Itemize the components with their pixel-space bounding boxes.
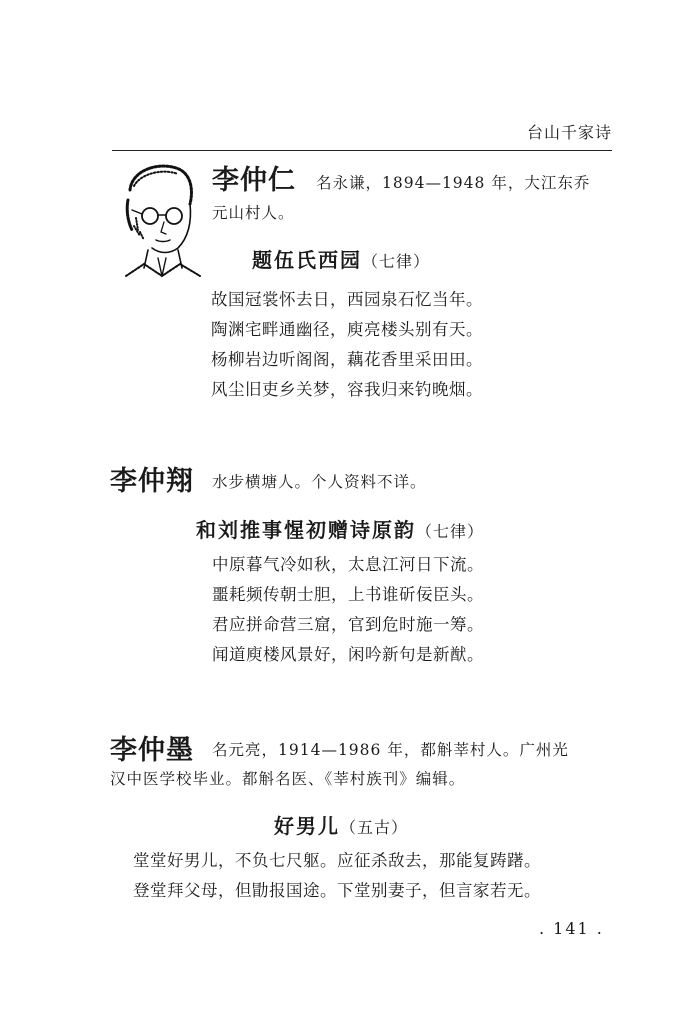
poem-line: 噩耗频传朝士胆，上书谁斫佞臣头。 <box>212 585 484 604</box>
author-name: 李仲墨 <box>110 735 194 766</box>
author-name: 李仲翔 <box>110 466 194 497</box>
poem-title: 好男儿 <box>274 814 340 838</box>
poem-line: 登堂拜父母，但勖报国途。下堂别妻子，但言家若无。 <box>133 881 541 900</box>
poem-line: 故国冠裳怀去日，西园泉石忆当年。 <box>211 290 483 309</box>
poem-heading <box>252 244 430 273</box>
poem-heading <box>274 810 408 839</box>
author-bio: 水步横塘人。个人资料不详。 <box>212 473 427 491</box>
poem-body <box>133 846 541 906</box>
poem-title: 和刘推事惺初赠诗原韵 <box>196 518 416 542</box>
author-bio: 名元亮，1914—1986 年，都斛莘村人。广州光 <box>212 741 569 759</box>
page-number: . 141 . <box>539 919 604 938</box>
poem-line: 陶渊宅畔通幽径，庾亮楼头别有天。 <box>211 320 483 339</box>
header-rule <box>112 150 612 151</box>
author-name: 李仲仁 <box>212 165 296 196</box>
poem-form: （七律） <box>362 252 431 271</box>
poem-line: 中原暮气冷如秋，太息江河日下流。 <box>212 555 484 574</box>
running-header: 台山千家诗 <box>526 123 612 142</box>
author-bio-continued: 元山村人。 <box>212 204 295 222</box>
portrait-sketch <box>118 160 204 278</box>
poem-body <box>211 285 483 405</box>
poem-title: 题伍氏西园 <box>252 248 362 272</box>
poem-line: 堂堂好男儿，不负七尺躯。应征杀敌去，那能复踌躇。 <box>133 851 541 870</box>
poem-form: （五古） <box>340 818 409 837</box>
poem-line: 闻道庾楼风景好，闲吟新句是新猷。 <box>212 645 484 664</box>
author-bio-continued: 汉中医学校毕业。都斛名医、《莘村族刊》编辑。 <box>110 770 466 788</box>
poem-line: 君应拼命营三窟，官到危时施一筹。 <box>212 615 484 634</box>
poem-line: 杨柳岩边听阁阁，藕花香里采田田。 <box>211 350 483 369</box>
poem-heading <box>196 514 484 543</box>
poem-body <box>212 550 484 670</box>
author-bio: 名永谦，1894—1948 年，大江东乔 <box>316 174 591 192</box>
poem-line: 风尘旧吏乡关梦，容我归来钓晚烟。 <box>211 380 483 399</box>
poem-form: （七律） <box>416 522 485 541</box>
